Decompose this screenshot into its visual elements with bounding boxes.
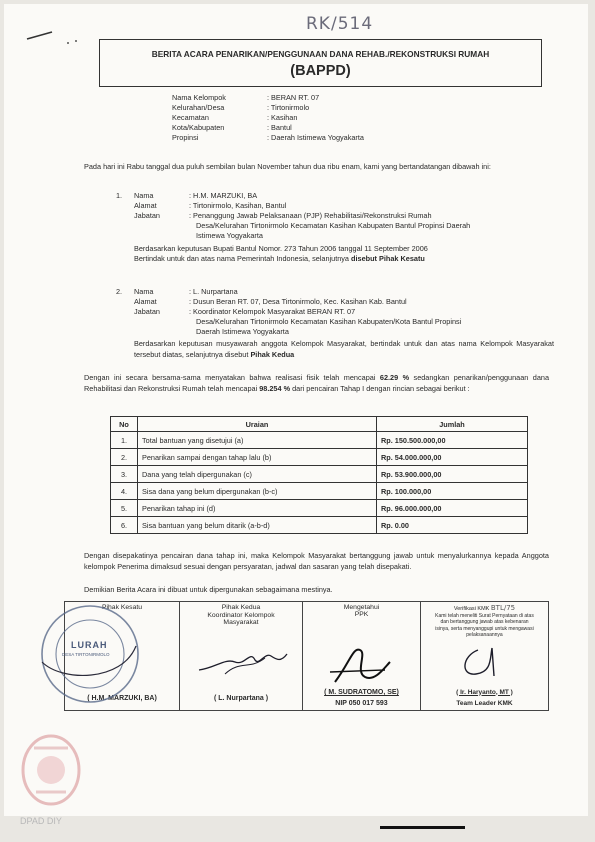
table-row: 5. Penarikan tahap ini (d) Rp. 96.000.000,00 (111, 500, 528, 517)
party-row: Alamat : Tirtonirmolo, Kasihan, Bantul (134, 201, 287, 210)
party-row: Jabatan : Penanggung Jawab Pelaksanaan (PJP) Rehabilitasi/Rekonstruksi Rumah (134, 211, 432, 220)
table-row: 4. Sisa dana yang belum dipergunakan (b-c) Rp. 100.000,00 (111, 483, 528, 500)
page-divider (380, 826, 465, 829)
closing-paragraph: Dengan disepakatinya pencairan dana tahap ini, maka Kelompok Masyarakat bertanggung jawab untuk menyalurkannya kepada Anggota kelompok Penerima dimaksud sesuai dengan persyaratan, jadwal dan sasaran yang telah disepakati. (84, 551, 549, 571)
group-info (172, 93, 472, 153)
table-row: 6. Sisa bantuan yang belum ditarik (a-b-d) Rp. 0.00 (111, 517, 528, 534)
document-acronym: (BAPPD) (290, 63, 351, 79)
info-row: Kelurahan/Desa : Tirtonirmolo (172, 103, 310, 112)
signature-ppk: Mengetahui PPK ( M. SUDRATOMO, SE) NIP 050 017 593 (303, 602, 421, 710)
handwritten-reference: RK/514 (306, 14, 374, 34)
physical-realization-percent: 62.29 % (379, 373, 410, 382)
party-one: 1. Nama : H.M. MARZUKI, BA Alamat : Tirtonirmolo, Kasihan, Bantul Jabatan : Penanggung Jawab Pelaksanaan (PJP) Rehabilitasi/Rekonstruksi Rumah Desa/Kelurahan Tirtonirmolo Kecamatan Kasihan Kabupaten Bantul Propinsi Daerah Istimewa Yogyakarta Berdasarkan keputusan Bupati Bantul Nomor. 273 Tahun 2006 tanggal 11 September 2006 Bertindak untuk dan atas nama Pemerintah Indonesia, selanjutnya disebut Pihak Kesatu (116, 191, 556, 291)
disbursement-table (110, 416, 528, 534)
party-row: Nama : L. Nurpartana (134, 287, 238, 296)
table-row: 3. Dana yang telah dipergunakan (c) Rp. 53.900.000,00 (111, 466, 528, 483)
archive-watermark: DPAD DIY (20, 816, 62, 826)
stamp-title: LURAH (71, 640, 108, 650)
intro-paragraph: Pada hari ini Rabu tanggal dua puluh sembilan bulan November tahun dua ribu enam, kami yang bertandatangan dibawah ini: (84, 162, 491, 171)
party-row: Jabatan : Koordinator Kelompok Masyarakat BERAN RT. 07 (134, 307, 356, 316)
signature-scribble (456, 642, 516, 682)
party-row: Nama : H.M. MARZUKI, BA (134, 191, 258, 200)
title-box (99, 39, 542, 87)
document-title: BERITA ACARA PENARIKAN/PENGGUNAAN DANA REHAB./REKONSTRUKSI RUMAH (151, 49, 490, 59)
signature-scribble (195, 640, 290, 680)
signature-kmk: Verifikasi KMK BTL/75 Kami telah meneliti Surat Pernyataan di atas dan bertanggung jawab atas kebenaran isinya, serta menyanggupi untuk mengawasi pelaksanaannya ( Ir. Haryanto, MT ) Team Leader KMK (435, 604, 534, 707)
party-row: Alamat : Dusun Beran RT. 07, Desa Tirtonirmolo, Kec. Kasihan Kab. Bantul (134, 297, 407, 306)
statement-paragraph: Dengan ini secara bersama-sama menyatakan bahwa realisasi fisik telah mencapai 62.29 % sedangkan penarikan/penggunaan dana Rehabilitasi dan Rekonstruksi Rumah telah mencapai 98.254 % dari pencairan Tahap I dengan rincian sebagai berikut : (84, 373, 550, 393)
party-two: 2. Nama : L. Nurpartana Alamat : Dusun Beran RT. 07, Desa Tirtonirmolo, Kec. Kasihan Kab. Bantul Jabatan : Koordinator Kelompok Masyarakat BERAN RT. 07 Desa/Kelurahan Tirtonirmolo Kecamatan Kasihan Kabupaten/Kota Bantul Propinsi Daerah Istimewa Yogyakarta Berdasarkan keputusan musyawarah anggota Kelompok Masyarakat, bertindak untuk dan atas nama Kelompok Masyarakat tersebut diatas, selanjutnya disebut Pihak Kedua (116, 287, 554, 359)
info-row: Propinsi : Daerah Istimewa Yogyakarta (172, 133, 364, 142)
signature-scribble (325, 642, 395, 687)
pen-mark-decoration (24, 29, 84, 49)
party-one-role: disebut Pihak Kesatu (351, 254, 425, 263)
signature-party-one: Pihak Kesatu ( H.M. MARZUKI, BA) (65, 602, 180, 710)
table-row: 2. Penarikan sampai dengan tahap lalu (b) Rp. 54.000.000,00 (111, 449, 528, 466)
info-row: Kota/Kabupaten : Bantul (172, 123, 292, 132)
fund-usage-percent: 98.254 % (259, 383, 291, 393)
info-row: Nama Kelompok : BERAN RT. 07 (172, 93, 320, 102)
info-row: Kecamatan : Kasihan (172, 113, 298, 122)
party-two-role: Pihak Kedua (250, 349, 295, 359)
signature-party-two: Pihak Kedua Koordinator Kelompok Masyarakat ( L. Nurpartana ) (180, 602, 303, 710)
emblem-watermark (16, 730, 86, 808)
closing-sentence: Demikian Berita Acara ini dibuat untuk dipergunakan sebagaimana mestinya. (84, 585, 333, 594)
table-row: 1. Total bantuan yang disetujui (a) Rp. 150.500.000,00 (111, 432, 528, 449)
document-page (4, 4, 588, 826)
table-header-row: No Uraian Jumlah (111, 417, 528, 432)
stamp-subtitle: DESA TIRTONIRMOLO (62, 652, 110, 657)
